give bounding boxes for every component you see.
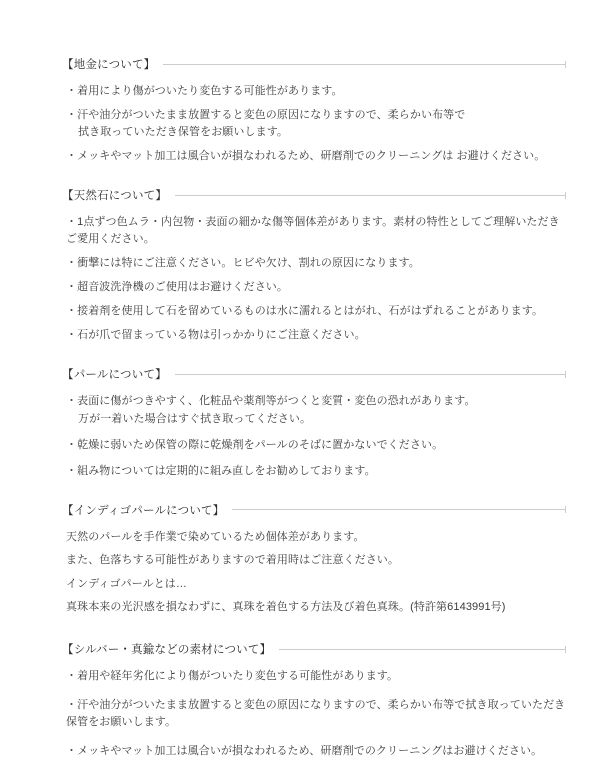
section-title: 【シルバー・真鍮などの素材について】: [62, 644, 272, 657]
section-pearl: [62, 366, 570, 479]
list-item: [62, 303, 570, 320]
section-list: [62, 83, 570, 165]
list-item: [62, 83, 570, 100]
list-item-text: ・1点ずつ色ムラ・内包物・表面の細かな傷等個体差があります。素材の特性としてご理解いただきご愛用ください。: [66, 216, 560, 246]
list-item-text: ・着用や経年劣化により傷がついたり変色する可能性があります。: [66, 670, 399, 683]
list-item-text: ・組み物については定期的に組み直しをお勧めしております。: [66, 464, 376, 477]
section-header: [62, 502, 570, 518]
section-title: 【地金について】: [62, 59, 156, 71]
section-metal: [62, 56, 570, 165]
list-item-text: ・メッキやマット加工は風合いが損なわれるため、研磨剤でのクリーニングは お避けください。: [66, 150, 546, 163]
list-item: [62, 393, 570, 427]
section-silver-brass: [62, 641, 570, 760]
list-item-text: ・表面に傷がつきやすく、化粧品や薬剤等がつくと変質・変色の恐れがあります。: [66, 395, 476, 408]
list-item-text: ・メッキやマット加工は風合いが損なわれるため、研磨剤でのクリーニングはお避けください。: [66, 745, 543, 758]
paragraph: 真珠本来の光沢感を損なわずに、真珠を着色する方法及び着色真珠。(特許第6143991号): [66, 601, 506, 614]
paragraph: また、色落ちする可能性がありますので着用時はご注意ください。: [66, 554, 399, 567]
section-divider-rule: [163, 64, 566, 65]
section-divider-rule: [175, 374, 566, 375]
section-natural-stone: [62, 187, 570, 344]
list-item: [62, 255, 570, 272]
list-item: [62, 148, 570, 165]
section-title: 【インディゴパールについて】: [62, 504, 225, 517]
list-item-text: ・着用により傷がついたり変色する可能性があります。: [66, 85, 343, 97]
list-item: [62, 107, 570, 141]
list-item: [62, 697, 570, 731]
section-title: 【パールについて】: [62, 369, 167, 382]
section-list: [62, 668, 570, 760]
section-indigo-pearl: [62, 502, 570, 617]
list-item-text: ・汗や油分がついたまま放置すると変色の原因になりますので、柔らかい布等で拭き取っていただき保管をお願いします。: [66, 699, 566, 729]
section-divider-rule: [279, 649, 566, 650]
list-item: [62, 327, 570, 344]
list-item-continuation: 拭き取っていただき保管をお願いします。: [78, 126, 289, 139]
list-item: [62, 463, 570, 480]
list-item-text: ・乾燥に弱いため保管の際に乾燥剤をパールのそばに置かないでください。: [66, 438, 444, 451]
list-item-text: ・石が爪で留まっている物は引っかかりにご注意ください。: [66, 329, 366, 342]
list-item-text: ・衝撃には特にご注意ください。ヒビや欠け、割れの原因になります。: [66, 257, 420, 270]
list-item: [62, 214, 570, 248]
section-header: [62, 641, 570, 657]
section-list: [62, 214, 570, 344]
paragraph: インディゴパールとは…: [66, 577, 187, 590]
list-item: [62, 437, 570, 454]
list-item-text: ・汗や油分がついたまま放置すると変色の原因になりますので、柔らかい布等で: [66, 109, 466, 122]
list-item-text: ・接着剤を使用して石を留めているものは水に濡れるとはがれ、石がはずれることがあります。: [66, 305, 544, 318]
section-divider-rule: [232, 509, 566, 510]
section-header: [62, 366, 570, 382]
section-title: 【天然石について】: [62, 190, 168, 203]
section-header: [62, 187, 570, 203]
list-item: [62, 743, 570, 760]
list-item-continuation: 万が一着いた場合はすぐ拭き取ってください。: [78, 412, 312, 425]
section-divider-rule: [175, 195, 566, 196]
list-item: [62, 668, 570, 685]
section-header: [62, 56, 570, 72]
paragraph: 天然のパールを手作業で染めているため個体差があります。: [66, 530, 365, 543]
list-item-text: ・超音波洗浄機のご使用はお避けください。: [66, 281, 288, 294]
section-list: [62, 393, 570, 479]
list-item: [62, 279, 570, 296]
